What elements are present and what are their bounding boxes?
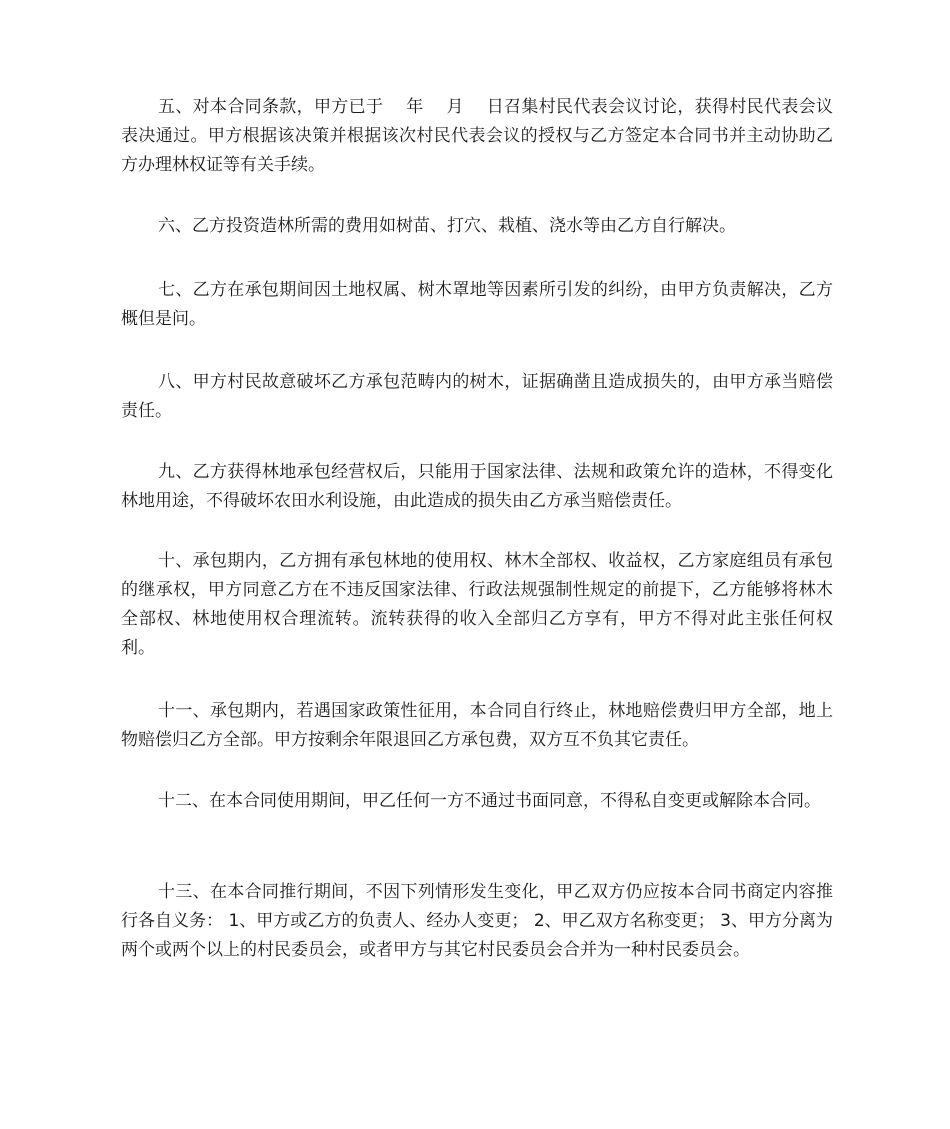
clause-10: 十、承包期内，乙方拥有承包林地的使用权、林木全部权、收益权，乙方家庭组员有承包的继承权，甲方同意乙方在不违反国家法律、行政法规强制性规定的前提下，乙方能够将林木全部权、林地使用权合理流转。流转获得的收入全部归乙方享有，甲方不得对此主张任何权利。 (121, 551, 833, 658)
clause-11: 十一、承包期内，若遇国家政策性征用，本合同自行终止，林地赔偿费归甲方全部，地上物赔偿归乙方全部。甲方按剩余年限退回乙方承包费，双方互不负其它责任。 (121, 701, 833, 750)
clause-6: 六、乙方投资造林所需的费用如树苗、打穴、栽植、浇水等由乙方自行解决。 (158, 216, 736, 236)
clause-12: 十二、在本合同使用期间，甲乙任何一方不通过书面同意，不得私自变更或解除本合同。 (158, 791, 821, 811)
clause-7: 七、乙方在承包期间因土地权属、树木罩地等因素所引发的纠纷，由甲方负责解决，乙方概但是问。 (121, 280, 833, 329)
clause-9: 九、乙方获得林地承包经营权后，只能用于国家法律、法规和政策允许的造林，不得变化林地用途，不得破坏农田水利设施，由此造成的损失由乙方承当赔偿责任。 (121, 462, 833, 511)
clause-13: 十三、在本合同推行期间，不因下列情形发生变化，甲乙双方仍应按本合同书商定内容推行各自义务： 1、甲方或乙方的负责人、经办人变更； 2、甲乙双方名称变更； 3、甲方分离为两个或两个以上的村民委员会，或者甲方与其它村民委员会合并为一种村民委员会。 (121, 882, 833, 960)
clause-5: 五、对本合同条款，甲方已于 年 月 日召集村民代表会议讨论，获得村民代表会议表决通过。甲方根据该决策并根据该次村民代表会议的授权与乙方签定本合同书并主动协助乙方办理林权证等有关手续。 (121, 97, 833, 175)
clause-8: 八、甲方村民故意破坏乙方承包范畴内的树木，证据确凿且造成损失的，由甲方承当赔偿责任。 (121, 372, 833, 421)
